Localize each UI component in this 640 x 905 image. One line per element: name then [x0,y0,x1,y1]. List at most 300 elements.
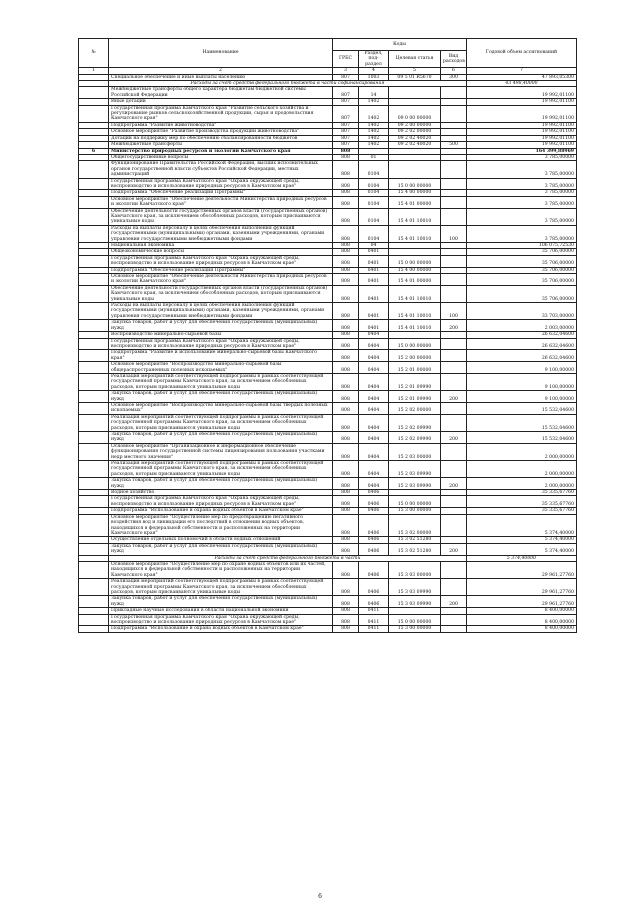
row-number: 6 [79,148,109,154]
row-name: Дотации на поддержку мер по обеспечению сбалансированности бюджетов [109,135,333,141]
row-razdel: 0404 [359,414,389,431]
row-amount: 33 703,00000 [467,303,577,320]
row-razdel: 0404 [359,478,389,490]
row-razdel: 0406 [359,561,389,578]
row-amount: 35 706,00000 [467,274,577,286]
row-vr [441,338,467,350]
row-csr: 09 5 01 R5670 [389,74,441,80]
row-name: Основное мероприятие "Осуществление мер по предотвращению негативного воздействия вод и ликвидации его последствий в отношении водных объектов, находящихся в федеральной собственности и расположенных на территории Камчатского края" [109,514,333,537]
row-amount: 15 532,04600 [467,432,577,444]
row-grbs: 807 [333,135,359,141]
row-amount: 29 961,27760 [467,596,577,608]
row-amount: 2 000,00000 [467,461,577,478]
row-csr: 15 2 03 09990 [389,461,441,478]
row-name: Основное мероприятие "Воспроизводство минерально-сырьевой базы общераспространенных полезных ископаемых" [109,362,333,374]
row-csr: 15 2 03 09990 [389,478,441,490]
row-razdel: 0104 [359,161,389,178]
row-number [79,402,109,414]
row-csr: 15 2 00 00000 [389,350,441,362]
row-number [79,461,109,478]
row-csr: 15 2 01 00000 [389,362,441,374]
row-number [79,478,109,490]
row-razdel: 0104 [359,196,389,208]
row-amount: 19 992,01100 [467,129,577,135]
table-row [79,87,577,99]
table-row [79,579,577,596]
row-grbs: 808 [333,148,359,154]
row-grbs: 808 [333,478,359,490]
row-grbs: 808 [333,255,359,267]
note-text: Расходы за счет средств федерального бюджета в части софинансирования [109,81,467,87]
table-row [79,402,577,414]
row-amount: 47 893,05300 [467,74,577,80]
row-csr: 15 0 00 00000 [389,614,441,626]
row-number [79,391,109,403]
row-vr: 200 [441,432,467,444]
row-name: Межбюджетные трансферты общего характера бюджетам бюджетной системы Российской Федерации [109,87,333,99]
row-csr: 15 4 00 00000 [389,267,441,273]
header-grbs: ГРБС [333,51,359,68]
row-name: Межбюджетные трансферты [109,142,333,148]
row-amount: 15 532,04600 [467,402,577,414]
row-grbs: 808 [333,461,359,478]
row-vr [441,208,467,225]
row-amount: 29 961,27760 [467,579,577,596]
table-row [79,105,577,122]
row-name: Подпрограмма "Развитие и использование минерально-сырьевой базы Камчатского края" [109,350,333,362]
header-codes: Коды [333,39,467,51]
row-csr: 15 3 03 09990 [389,579,441,596]
row-grbs: 808 [333,490,359,496]
row-amount: 9 100,00000 [467,391,577,403]
row-vr [441,350,467,362]
row-csr: 09 2 02 40020 [389,135,441,141]
row-grbs: 808 [333,208,359,225]
row-name: Специальное обеспечение и иные выплаты населению [109,74,333,80]
row-csr: 15 2 02 00000 [389,402,441,414]
row-razdel: 04 [359,243,389,249]
row-amount: 8 400,00000 [467,626,577,632]
row-grbs: 808 [333,303,359,320]
row-csr: 09 2 02 00000 [389,129,441,135]
row-number [79,614,109,626]
row-amount: 2 003,00000 [467,320,577,332]
row-razdel: 0406 [359,537,389,543]
row-grbs: 808 [333,243,359,249]
row-amount: 35 335,67760 [467,508,577,514]
row-amount: 35 706,00000 [467,267,577,273]
row-razdel: 0411 [359,614,389,626]
row-vr [441,373,467,390]
row-grbs: 808 [333,332,359,338]
row-name: Водное хозяйство [109,490,333,496]
row-number [79,338,109,350]
row-grbs: 807 [333,105,359,122]
row-csr [389,87,441,99]
row-csr: 15 2 01 09990 [389,373,441,390]
row-amount: 19 992,01100 [467,87,577,99]
row-number [79,208,109,225]
row-vr [441,579,467,596]
row-csr: 15 4 01 10010 [389,208,441,225]
row-grbs: 808 [333,154,359,160]
row-grbs: 808 [333,320,359,332]
table-row [79,285,577,302]
row-number [79,579,109,596]
row-number [79,626,109,632]
row-amount: 3 785,00000 [467,190,577,196]
row-razdel: 1402 [359,129,389,135]
row-grbs: 808 [333,402,359,414]
row-amount: 26 632,04600 [467,332,577,338]
table-row [79,362,577,374]
row-csr: 09 2 02 40020 [389,142,441,148]
row-name: Основное мероприятие "Обеспечение деятельности Министерства природных ресурсов и экологии Камчатского края" [109,274,333,286]
row-razdel: 0406 [359,579,389,596]
header-razdel: Раздел, под-раздел [359,51,389,68]
row-name: Закупка товаров, работ и услуг для обеспечения государственных (муниципальных) нужд [109,478,333,490]
header-vr: Вид расходов [441,51,467,68]
row-razdel: 0406 [359,490,389,496]
row-csr: 15 2 01 09990 [389,391,441,403]
row-razdel: 0104 [359,208,389,225]
row-vr [441,496,467,508]
row-vr: 200 [441,543,467,555]
table-row [79,303,577,320]
row-number [79,350,109,362]
row-razdel: 1402 [359,142,389,148]
row-csr: 09 2 00 00000 [389,122,441,128]
table-row [79,496,577,508]
row-grbs: 808 [333,391,359,403]
row-csr: 15 3 00 00000 [389,626,441,632]
row-vr [441,196,467,208]
row-grbs: 808 [333,190,359,196]
row-grbs: 808 [333,414,359,431]
row-amount: 29 961,27760 [467,561,577,578]
row-name: Подпрограмма "Использование и охрана водных объектов в Камчатском крае" [109,626,333,632]
row-number [79,432,109,444]
row-razdel: 0411 [359,626,389,632]
row-csr: 15 0 00 00000 [389,496,441,508]
row-vr: 300 [441,74,467,80]
table-row [79,208,577,225]
row-number [79,255,109,267]
row-amount: 19 992,01100 [467,135,577,141]
table-row [79,373,577,390]
row-csr: 15 4 00 00000 [389,190,441,196]
row-grbs: 807 [333,122,359,128]
row-amount: 3 785,00000 [467,178,577,190]
row-vr: 200 [441,320,467,332]
row-grbs: 808 [333,561,359,578]
row-number [79,561,109,578]
row-grbs: 808 [333,432,359,444]
row-number [79,320,109,332]
row-amount: 2 000,00000 [467,478,577,490]
row-grbs: 808 [333,496,359,508]
header-name: Наименование [109,39,333,68]
row-razdel: 0401 [359,255,389,267]
row-name: Закупка товаров, работ и услуг для обеспечения государственных (муниципальных) нужд [109,596,333,608]
row-grbs: 808 [333,267,359,273]
row-amount: 2 000,00000 [467,443,577,460]
row-vr [441,161,467,178]
row-name: Закупка товаров, работ и услуг для обеспечения государственных (муниципальных) нужд [109,543,333,555]
row-grbs: 808 [333,614,359,626]
row-grbs: 808 [333,443,359,460]
row-name: Осуществление отдельных полномочий в области водных отношений [109,537,333,543]
note-amount: 5 374,40000 [467,555,577,561]
row-amount: 9 100,00000 [467,373,577,390]
page-number: 6 [318,893,322,900]
row-name: Основное мероприятие "Организационное и информационное обеспечение функционирования государственной системы лицензирования пользования участками недр местного значения" [109,443,333,460]
row-name: Закупка товаров, работ и услуг для обеспечения государственных (муниципальных) нужд [109,432,333,444]
table-row [79,350,577,362]
row-amount: 26 632,04600 [467,338,577,350]
row-name: Государственная программа Камчатского края "Охрана окружающей среды, воспроизводство и использование природных ресурсов в Камчатском крае" [109,338,333,350]
header-amount: Годовой объем ассигнований [467,39,577,68]
row-grbs: 808 [333,508,359,514]
row-grbs: 808 [333,178,359,190]
row-razdel: 1402 [359,135,389,141]
row-razdel: 0406 [359,514,389,537]
row-grbs: 807 [333,87,359,99]
row-amount: 3 785,00000 [467,196,577,208]
row-name: Основное мероприятие "Воспроизводство минерально-сырьевой базы твердых полезных ископаемых" [109,402,333,414]
row-grbs: 808 [333,350,359,362]
row-razdel: 14 [359,87,389,99]
row-grbs: 808 [333,608,359,614]
row-amount: 3 785,00000 [467,161,577,178]
row-csr [389,161,441,178]
budget-table-page [78,38,576,633]
row-name: Основное мероприятие "Осуществление мер по охране водных объектов или их частей, находящихся в федеральной собственности и расположенных на территории Камчатского края" [109,561,333,578]
row-name: Подпрограмма "Развитие животноводства" [109,122,333,128]
row-amount: 3 785,00000 [467,208,577,225]
row-amount: 35 706,00000 [467,255,577,267]
row-name: Основное мероприятие "Развитие производства продукции животноводства" [109,129,333,135]
row-name: Воспроизводство минерально-сырьевой базы [109,332,333,338]
table-row [79,225,577,242]
row-amount: 35 706,00000 [467,285,577,302]
row-csr: 15 3 02 51280 [389,543,441,555]
row-amount: 9 100,00000 [467,362,577,374]
row-grbs: 807 [333,129,359,135]
row-csr: 15 4 01 00000 [389,196,441,208]
row-amount: 35 335,67760 [467,496,577,508]
row-razdel: 0104 [359,178,389,190]
table-row [79,561,577,578]
row-name: Реализация мероприятий соответствующей подпрограммы в рамках соответствующей государственной программы Камчатского края, за исключением обособленных расходов, которым присваиваются уникальные коды [109,579,333,596]
row-amount: 164 399,88969 [467,148,577,154]
row-csr: 15 4 01 10010 [389,285,441,302]
row-grbs: 808 [333,225,359,242]
table-row [79,391,577,403]
table-row [79,461,577,478]
row-number [79,414,109,431]
row-razdel: 0401 [359,249,389,255]
row-name: Государственная программа Камчатского края "Охрана окружающей среды, воспроизводство и использование природных ресурсов в Камчатском крае" [109,496,333,508]
row-vr [441,274,467,286]
row-csr: 15 0 00 00000 [389,255,441,267]
row-name: Национальная экономика [109,243,333,249]
row-vr: 200 [441,478,467,490]
row-csr: 15 3 02 00000 [389,514,441,537]
row-number [79,362,109,374]
row-vr: 500 [441,142,467,148]
row-name: Расходы на выплаты персоналу в целях обеспечения выполнения функций государственными (муниципальными) органами, казенными учреждениями, органами управления государственными внебюджетными фондами [109,303,333,320]
row-amount: 5 374,40000 [467,537,577,543]
row-number [79,543,109,555]
row-amount: 26 632,04600 [467,350,577,362]
row-grbs: 808 [333,579,359,596]
row-amount: 8 400,00000 [467,608,577,614]
row-grbs: 808 [333,362,359,374]
row-razdel: 0401 [359,320,389,332]
row-name: Государственная программа Камчатского края "Охрана окружающей среды, воспроизводство и использование природных ресурсов в Камчатском крае" [109,255,333,267]
table-body [79,74,577,632]
table-row [79,274,577,286]
table-row [79,320,577,332]
table-row [79,543,577,555]
row-name: Государственная программа Камчатского края "Развитие сельского хозяйства и регулирование рынков сельскохозяйственной продукции, сырья и продовольствия Камчатского края" [109,105,333,122]
row-vr: 100 [441,303,467,320]
table-row [79,443,577,460]
row-razdel: 0404 [359,362,389,374]
row-grbs: 807 [333,99,359,105]
row-number [79,373,109,390]
table-row [79,161,577,178]
row-number [79,196,109,208]
row-number [79,105,109,122]
row-number [79,178,109,190]
row-vr: 200 [441,596,467,608]
row-razdel: 1402 [359,122,389,128]
row-grbs: 808 [333,626,359,632]
row-amount: 3 785,00000 [467,225,577,242]
row-amount: 5 374,40000 [467,514,577,537]
row-amount: 106 075,72530 [467,243,577,249]
row-number [79,274,109,286]
row-vr: 200 [441,391,467,403]
row-razdel: 01 [359,154,389,160]
row-amount: 19 992,01100 [467,122,577,128]
row-amount: 5 374,40000 [467,543,577,555]
row-razdel: 1003 [359,74,389,80]
table-row [79,432,577,444]
row-amount: 19 992,01100 [467,105,577,122]
row-name: Функционирование Правительства Российской Федерации, высших исполнительных органов государственной власти субъектов Российской Федерации, местных администраций [109,161,333,178]
row-vr [441,362,467,374]
note-amount: 43 498,40000 [467,81,577,87]
row-razdel: 0406 [359,508,389,514]
row-csr: 15 2 03 00000 [389,443,441,460]
row-vr [441,461,467,478]
row-name: Расходы на выплаты персоналу в целях обеспечения выполнения функций государственными (муниципальными) органами, казенными учреждениями, органами управления государственными внебюджетными фондами [109,225,333,242]
row-amount: 15 532,04600 [467,414,577,431]
row-csr: 15 4 01 00000 [389,274,441,286]
row-razdel: 0404 [359,432,389,444]
row-razdel: 0406 [359,496,389,508]
row-name: Государственная программа Камчатского края "Охрана окружающей среды, воспроизводство и использование природных ресурсов в Камчатском крае" [109,178,333,190]
row-name: Общегосударственные вопросы [109,154,333,160]
row-number [79,596,109,608]
header-no: № [79,39,109,68]
table-row [79,196,577,208]
column-numbering: 1 2 3 4 5 6 7 [79,68,577,74]
row-csr: 15 3 00 00000 [389,508,441,514]
row-grbs: 807 [333,142,359,148]
row-razdel: 0104 [359,225,389,242]
row-razdel: 0404 [359,443,389,460]
row-csr: 15 2 02 09990 [389,414,441,431]
row-razdel: 1402 [359,105,389,122]
row-razdel: 0404 [359,332,389,338]
row-csr: 15 4 01 10010 [389,303,441,320]
row-grbs: 808 [333,338,359,350]
row-grbs: 808 [333,373,359,390]
row-csr: 15 3 02 51280 [389,537,441,543]
row-razdel: 0404 [359,338,389,350]
row-razdel: 0401 [359,285,389,302]
row-name: Реализация мероприятий соответствующей подпрограммы в рамках соответствующей государственной программы Камчатского края, за исключением обособленных расходов, которым присваиваются уникальные коды [109,414,333,431]
row-number [79,161,109,178]
table-row [79,596,577,608]
row-number [79,443,109,460]
row-name: Закупка товаров, работ и услуг для обеспечения государственных (муниципальных) нужд [109,391,333,403]
row-razdel: 0404 [359,391,389,403]
row-vr [441,87,467,99]
row-number [79,514,109,537]
row-name: Общеэкономические вопросы [109,249,333,255]
table-row [79,178,577,190]
row-grbs: 808 [333,161,359,178]
row-name: Подпрограмма "Обеспечение реализации Программы" [109,267,333,273]
row-amount: 35 706,00000 [467,249,577,255]
row-name: Реализация мероприятий соответствующей подпрограммы в рамках соответствующей государственной программы Камчатского края, за исключением обособленных расходов, которым присваиваются уникальные коды [109,373,333,390]
table-row [79,338,577,350]
row-razdel: 0404 [359,402,389,414]
budget-table [78,38,577,633]
row-number [79,225,109,242]
row-number [79,285,109,302]
row-vr [441,178,467,190]
row-grbs: 808 [333,274,359,286]
row-vr [441,626,467,632]
table-row [79,414,577,431]
row-grbs: 808 [333,285,359,302]
row-vr [441,402,467,414]
table-row [79,626,577,632]
row-name: Министерство природных ресурсов и экологии Камчатского края [109,148,333,154]
row-name: Обеспечение деятельности государственных органов власти (государственных органов) Камчатского края, за исключением обособленных расходов, которым присваиваются уникальные коды [109,285,333,302]
row-razdel: 0411 [359,608,389,614]
row-razdel: 0401 [359,274,389,286]
row-name: Закупка товаров, работ и услуг для обеспечения государственных (муниципальных) нужд [109,320,333,332]
row-vr [441,105,467,122]
row-amount: 3 785,00000 [467,154,577,160]
row-csr: 15 3 03 09990 [389,596,441,608]
row-csr: 15 2 02 09990 [389,432,441,444]
row-vr [441,443,467,460]
row-name: Реализация мероприятий соответствующей подпрограммы в рамках соответствующей государственной программы Камчатского края, за исключением обособленных расходов, которым присваиваются уникальные коды [109,461,333,478]
row-amount: 19 992,01100 [467,142,577,148]
row-vr [441,414,467,431]
row-grbs: 808 [333,514,359,537]
row-csr: 09 0 00 00000 [389,105,441,122]
row-grbs: 807 [333,74,359,80]
